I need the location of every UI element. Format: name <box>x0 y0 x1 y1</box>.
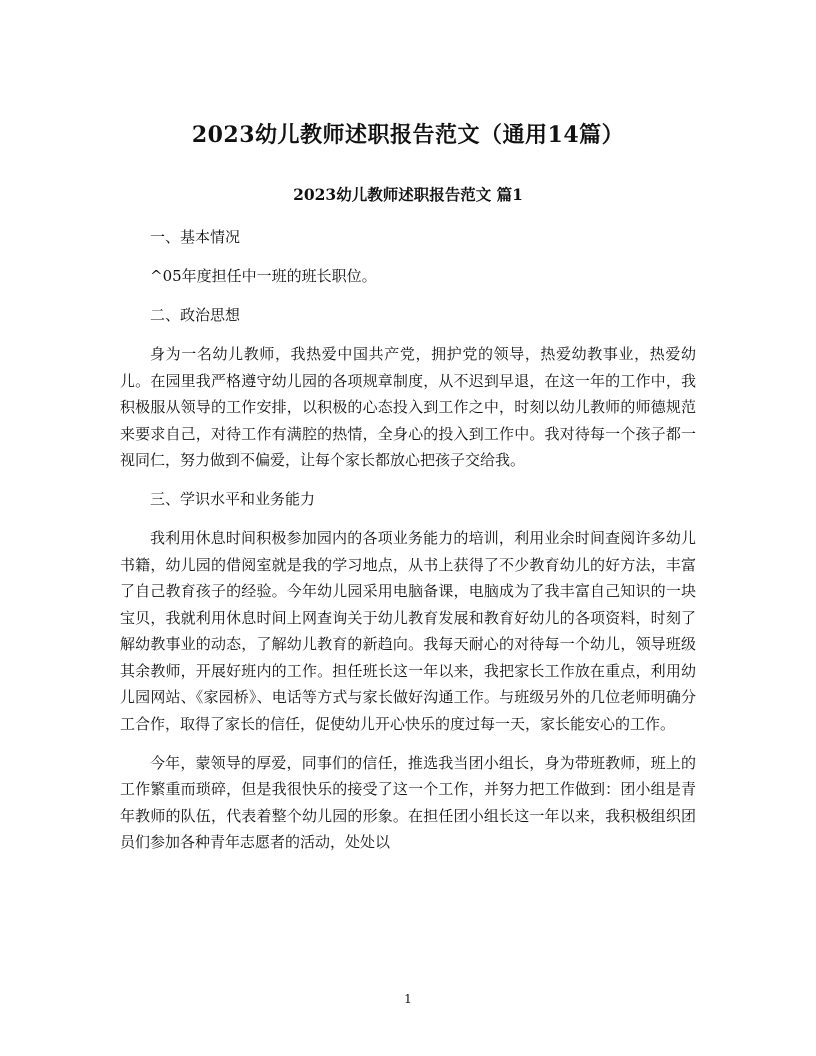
heading-knowledge-ability: 三、学识水平和业务能力 <box>150 490 316 508</box>
document-title: 2023幼儿教师述职报告范文（通用14篇） <box>191 122 625 148</box>
paragraph-youth-league: 今年，蒙领导的厚爱，同事们的信任，推选我当团小组长，身为带班教师，班上的工作繁重而琐碎，但是我很快乐的接受了这一个工作，并努力把工作做到：团小组是青年教师的队伍，代表着整个幼儿园的形象。在担任团小组长这一年以来，我积极组织团员们参加各种青年志愿者的活动，处处以 <box>120 753 696 851</box>
paragraph-position: ^05年度担任中一班的班长职位。 <box>150 267 377 285</box>
page-number: 1 <box>404 992 412 1006</box>
heading-political-thought: 二、政治思想 <box>150 306 241 324</box>
document-body <box>120 224 696 868</box>
paragraph-knowledge-ability: 我利用休息时间积极参加园内的各项业务能力的培训，利用业余时间查阅许多幼儿书籍，幼儿园的借阅室就是我的学习地点，从书上获得了不少教育幼儿的好方法，丰富了自己教育孩子的经验。今年幼儿园采用电脑备课，电脑成为了我丰富自己知识的一块宝贝，我就利用休息时间上网查询关于幼儿教育发展和教育好幼儿的各项资料，时刻了解幼教事业的动态，了解幼儿教育的新趋向。我每天耐心的对待每一个幼儿，领导班级其余教师，开展好班内的工作。担任班长这一年以来，我把家长工作放在重点，利用幼儿园网站、《家园桥》、电话等方式与家长做好沟通工作。与班级另外的几位老师明确分工合作，取得了家长的信任，促使幼儿开心快乐的度过每一天，家长能安心的工作。 <box>120 529 696 733</box>
heading-basic-info: 一、基本情况 <box>150 228 241 246</box>
paragraph-political-thought: 身为一名幼儿教师，我热爱中国共产党，拥护党的领导，热爱幼教事业，热爱幼儿。在园里我严格遵守幼儿园的各项规章制度，从不迟到早退，在这一年的工作中，我积极服从领导的工作安排，以积极的心态投入到工作之中，时刻以幼儿教师的师德规范来要求自己，对待工作有满腔的热情，全身心的投入到工作中。我对待每一个孩子都一视同仁，努力做到不偏爱，让每个家长都放心把孩子交给我。 <box>120 345 696 469</box>
section-title: 2023幼儿教师述职报告范文 篇1 <box>293 185 523 204</box>
